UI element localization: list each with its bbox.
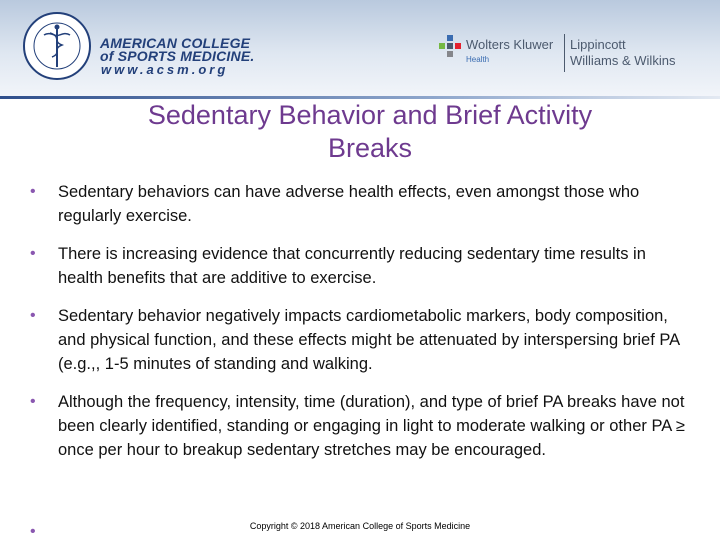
- bullet-item: [30, 180, 690, 228]
- empty-bullet-icon: •: [30, 523, 36, 540]
- bullet-text: There is increasing evidence that concurrently reducing sedentary time results in health benefits that are additive to exercise.: [58, 245, 646, 287]
- slide-title-line1: Sedentary Behavior and Brief Activity: [147, 100, 593, 130]
- bullet-item: [30, 390, 690, 462]
- acsm-seal-logo: [22, 11, 92, 81]
- bullet-text: Sedentary behaviors can have adverse health effects, even amongst those who regularly exercise.: [58, 183, 640, 225]
- acsm-name-line1: AMERICAN COLLEGE: [100, 35, 251, 51]
- bullet-text: Although the frequency, intensity, time (duration), and type of brief PA breaks have not been clearly identified, standing or engaging in light to moderate walking or other PA ≥ once per hour to breakup sedentary stretches may be encouraged.: [58, 393, 685, 459]
- wolters-kluwer-logo-icon: [438, 34, 462, 58]
- acsm-wordmark: [100, 37, 254, 63]
- slide-header: [0, 0, 720, 97]
- lww-line1: Lippincott: [570, 37, 626, 52]
- bullet-item: [30, 242, 690, 290]
- slide-title: [60, 99, 680, 165]
- slide-title-line2: Breaks: [327, 133, 413, 163]
- wolters-kluwer-name: Wolters Kluwer: [466, 37, 554, 52]
- lww-logo-text: [570, 37, 675, 69]
- bullet-list: [30, 180, 690, 462]
- bullet-text: Sedentary behavior negatively impacts cardiometabolic markers, body composition, and physical function, and these effects might be attenuated by interspersing brief PA (e.g.,, 1-5 minutes of standing and walking.: [58, 307, 680, 373]
- bullet-icon: •: [30, 393, 36, 410]
- acsm-url: www.acsm.org: [101, 62, 229, 77]
- wolters-kluwer-health: Health: [466, 55, 490, 64]
- bullet-icon: •: [30, 307, 36, 324]
- bullet-icon: •: [30, 183, 36, 200]
- logo-divider: [564, 34, 565, 72]
- copyright-footer: Copyright © 2018 American College of Sports Medicine: [249, 521, 471, 531]
- lww-line2: Williams & Wilkins: [570, 53, 676, 68]
- bullet-icon: •: [30, 245, 36, 262]
- bullet-item: [30, 304, 690, 376]
- acsm-name-line2: of SPORTS MEDICINE.: [100, 48, 255, 64]
